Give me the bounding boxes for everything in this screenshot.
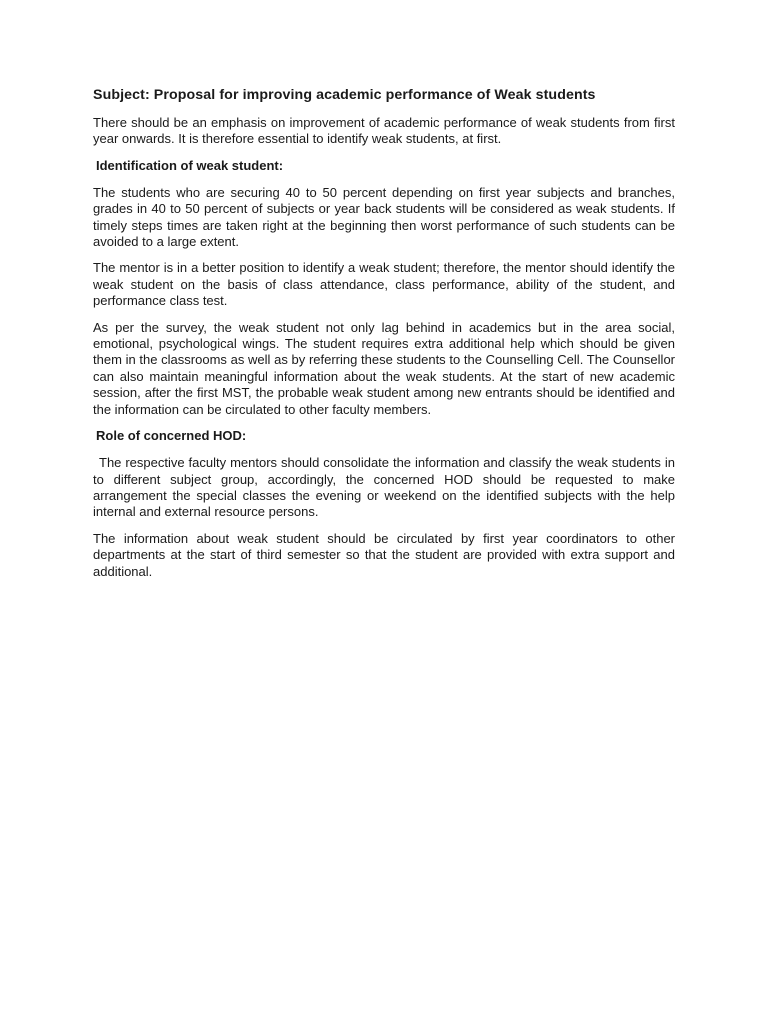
document-page [93, 86, 675, 590]
document-title: Subject: Proposal for improving academic performance of Weak students [93, 87, 596, 103]
paragraph-identification-1: The students who are securing 40 to 50 percent depending on first year subjects and branches, grades in 40 to 50 percent of subjects or year back students will be considered as weak students. If timely steps times are taken right at the beginning then worst performance of such students can be avoided to a large extent. [93, 184, 675, 250]
section-heading-hod-role: Role of concerned HOD: [96, 428, 247, 444]
paragraph-hod-role-2: The information about weak student should be circulated by first year coordinators to other departments at the start of third semester so that the student are provided with extra support and additional. [93, 530, 675, 579]
intro-paragraph: There should be an emphasis on improvement of academic performance of weak students from first year onwards. It is therefore essential to identify weak students, at first. [93, 115, 675, 147]
paragraph-identification-2: The mentor is in a better position to identify a weak student; therefore, the mentor should identify the weak student on the basis of class attendance, class performance, ability of the student, and performance class test. [93, 260, 675, 309]
paragraph-hod-role-1: The respective faculty mentors should consolidate the information and classify the weak students in to different subject group, accordingly, the concerned HOD should be requested to make arrangement the special classes the evening or weekend on the identified subjects with the help internal and external resource persons. [93, 455, 675, 520]
section-heading-identification: Identification of weak student: [96, 157, 284, 173]
paragraph-identification-3: As per the survey, the weak student not only lag behind in academics but in the area social, emotional, psychological wings. The student requires extra additional help which should be given them in the classrooms as well as by referring these students to the Counselling Cell. The Counsellor can also maintain meaningful information about the weak students. At the start of new academic session, after the first MST, the probable weak student among new entrants should be identified and the information can be circulated to other faculty members. [93, 319, 675, 417]
